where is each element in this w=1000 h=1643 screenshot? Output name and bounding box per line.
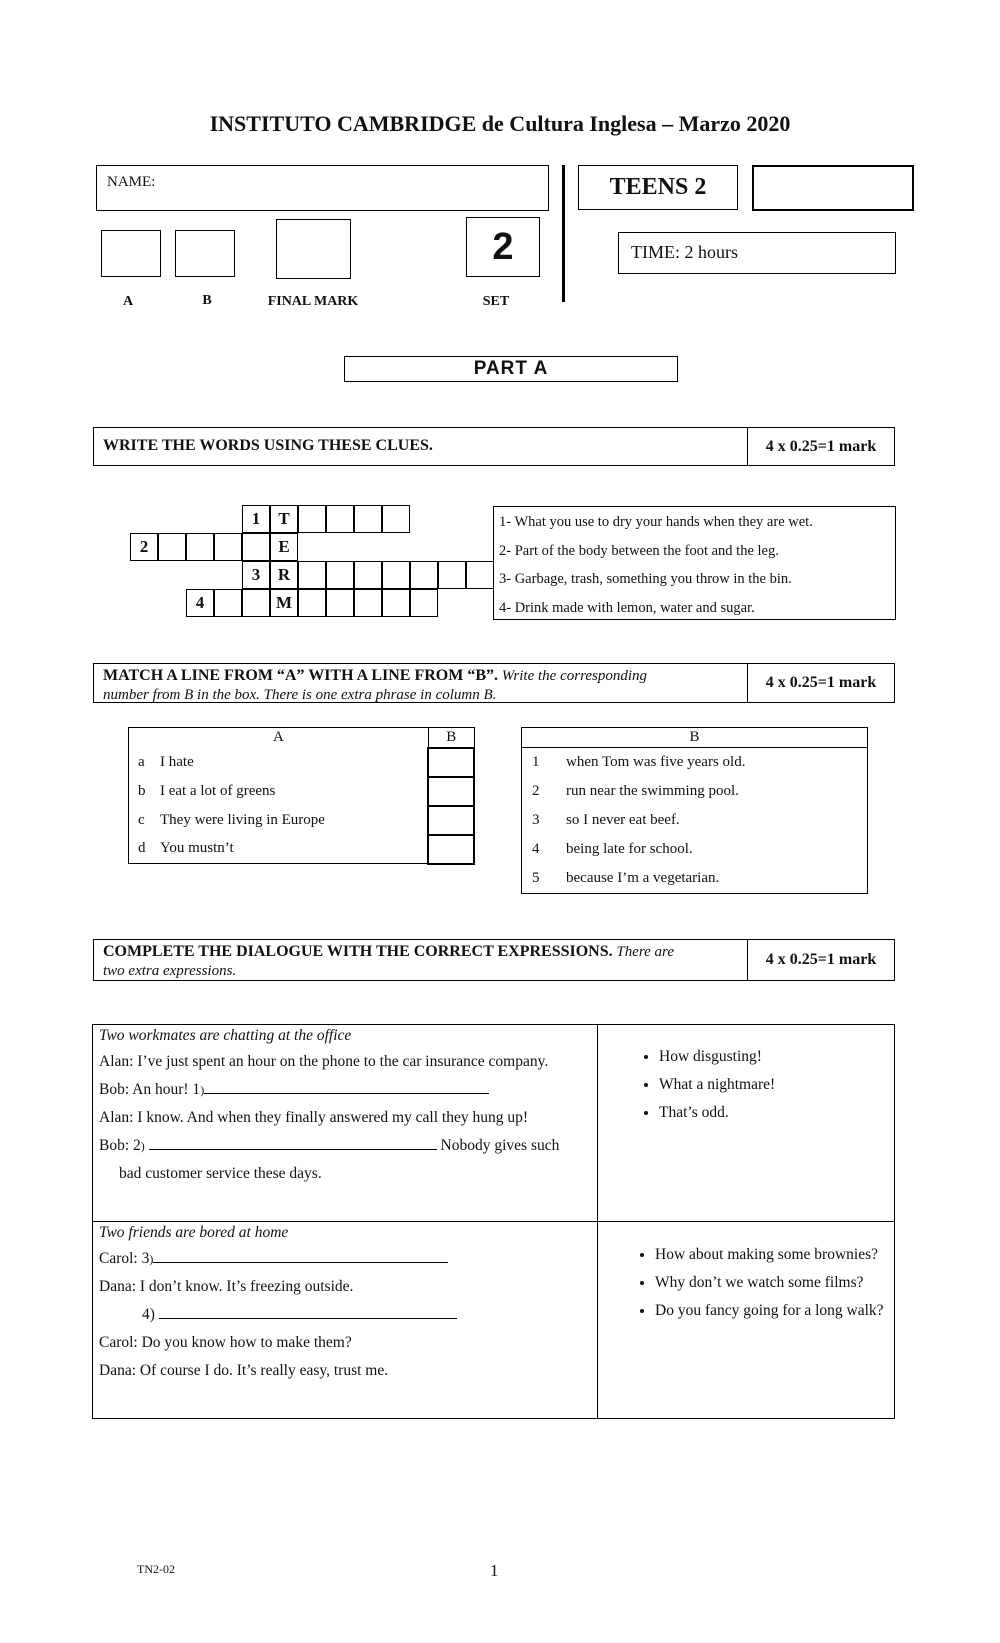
col-b-text: when Tom was five years old. [566,753,746,770]
answer-box[interactable] [428,835,474,864]
crossword-cell[interactable] [214,589,242,617]
crossword-cell[interactable] [242,589,270,617]
answer-box[interactable] [428,806,474,835]
col-b-answer-header: B [428,728,474,748]
dialogue2-line3: 4) [99,1301,457,1329]
dialogue1 [99,1024,559,1188]
section2-instruction-italic-2: number from B in the box. There is one extra phrase in column B. [103,687,497,703]
crossword-cell[interactable] [354,505,382,533]
answer-blank-3[interactable] [153,1250,448,1263]
clues-box [493,506,896,620]
dialogue1-line1: Alan: I’ve just spent an hour on the phone to the car insurance company. [99,1053,549,1070]
part-a-heading: PART A [344,356,678,382]
col-a-text: You mustn’t [160,840,234,857]
name-field[interactable] [96,165,549,211]
header-divider [562,165,565,302]
col-a-key: d [138,840,146,857]
crossword-cell[interactable] [214,533,242,561]
crossword-cell[interactable] [354,561,382,589]
col-a-key: b [138,782,146,799]
col-b-text: being late for school. [566,840,693,857]
answer-blank-4[interactable] [159,1306,457,1319]
dialogue2 [99,1221,457,1385]
crossword-letter-e: E [270,533,298,561]
section3-instruction-italic-1: There are [616,944,674,960]
crossword-cell[interactable] [382,561,410,589]
col-b-key: 2 [532,782,540,799]
crossword-cell[interactable] [298,589,326,617]
answer-box[interactable] [428,777,474,806]
crossword-letter-t: T [270,505,298,533]
dialogue2-line2: Dana: I don’t know. It’s freezing outside. [99,1278,354,1295]
section2-mark: 4 x 0.25=1 mark [747,664,894,702]
dialogue1-context: Two workmates are chatting at the office [99,1027,352,1044]
section2-header [93,663,895,703]
crossword-cell[interactable] [326,589,354,617]
col-b-key: 5 [532,869,540,886]
page-title: INSTITUTO CAMBRIDGE de Cultura Inglesa – Marzo 2020 [209,111,791,136]
col-b-header: B [522,728,868,748]
time-box: TIME: 2 hours [618,232,896,274]
score-box-a[interactable] [101,230,161,277]
answer-box[interactable] [428,748,474,777]
footer-code: TN2-02 [137,1562,175,1576]
score-box-b[interactable] [175,230,235,277]
crossword-cell[interactable] [186,533,214,561]
label-b: B [202,293,212,308]
option: • Do you fancy going for a long walk? [655,1297,885,1325]
crossword-number-3: 3 [242,561,270,589]
dialogue1-options [611,1043,775,1127]
crossword-cell[interactable] [466,561,494,589]
dialogue1-line2: Bob: An hour! 1) [99,1076,559,1104]
page-number: 1 [490,1561,499,1580]
dialogue2-line4: Carol: Do you know how to make them? [99,1334,352,1351]
crossword-cell[interactable] [382,589,410,617]
col-a-key: a [138,753,145,770]
answer-blank-1[interactable] [204,1081,489,1094]
col-b-key: 1 [532,753,540,770]
crossword-number-2: 2 [130,533,158,561]
clue-2: 2- Part of the body between the foot and the leg. [499,542,779,559]
dialogue1-line5: bad customer service these days. [119,1165,322,1182]
dialogue1-line4: Bob: 2) Nobody gives such [99,1137,560,1154]
clue-4: 4- Drink made with lemon, water and sugar. [499,599,755,616]
col-b-key: 4 [532,840,540,857]
crossword-cell[interactable] [410,589,438,617]
clue-3: 3- Garbage, trash, something you throw in the bin. [499,571,792,587]
col-b-text: so I never eat beef. [566,811,680,828]
crossword-cell[interactable] [326,505,354,533]
crossword-cell[interactable] [410,561,438,589]
match-table-b [521,727,868,894]
dialogue-table [92,1024,895,1419]
crossword-letter-m: M [270,589,298,617]
col-a-key: c [138,811,145,828]
crossword-cell[interactable] [158,533,186,561]
section3-header [93,939,895,981]
clue-1: 1- What you use to dry your hands when they are wet. [499,514,813,530]
col-a-text: They were living in Europe [160,811,325,828]
crossword-cell[interactable] [298,561,326,589]
option: • How disgusting! [659,1043,775,1071]
col-a-text: I eat a lot of greens [160,782,276,799]
name-label: NAME: [107,174,156,190]
crossword-cell[interactable] [438,561,466,589]
set-value: 2 [466,217,540,277]
section2-instruction-bold: MATCH A LINE FROM “A” WITH A LINE FROM “B”. [103,667,498,684]
col-b-text: because I’m a vegetarian. [566,869,720,886]
option: • How about making some brownies? [655,1241,885,1269]
dialogue1-line3: Alan: I know. And when they finally answered my call they hung up! [99,1109,529,1126]
level-empty-box[interactable] [752,165,914,211]
crossword-cell[interactable] [242,533,270,561]
col-b-key: 3 [532,811,540,828]
dialogue2-line5: Dana: Of course I do. It’s really easy, trust me. [99,1362,389,1379]
level-badge: TEENS 2 [578,165,738,210]
section2-instruction-italic-1: Write the corresponding [501,668,648,684]
section3-instruction-italic-2: two extra expressions. [103,963,237,979]
crossword-number-1: 1 [242,505,270,533]
option: • That’s odd. [659,1099,775,1127]
section1-instruction: WRITE THE WORDS USING THESE CLUES. [103,437,433,454]
crossword-cell[interactable] [326,561,354,589]
crossword-cell[interactable] [382,505,410,533]
col-b-text: run near the swimming pool. [566,782,739,799]
label-set: SET [482,294,510,309]
answer-blank-2[interactable] [149,1137,437,1150]
label-a: A [122,294,134,309]
crossword-cell[interactable] [298,505,326,533]
crossword-cell[interactable] [354,589,382,617]
option: • What a nightmare! [659,1071,775,1099]
option: • Why don’t we watch some films? [655,1269,885,1297]
label-final-mark: FINAL MARK [267,294,359,309]
crossword-number-4: 4 [186,589,214,617]
match-table-a [128,727,475,865]
section3-mark: 4 x 0.25=1 mark [747,940,894,980]
dialogue2-options [611,1241,885,1325]
final-mark-box[interactable] [276,219,351,279]
col-a-text: I hate [160,753,194,770]
crossword-letter-r: R [270,561,298,589]
dialogue2-line1: Carol: 3) [99,1245,457,1273]
section1-header [93,427,895,466]
section3-instruction-bold: COMPLETE THE DIALOGUE WITH THE CORRECT EXPRESSIONS. [103,943,613,960]
section1-mark: 4 x 0.25=1 mark [747,428,894,465]
col-a-header: A [129,728,429,748]
dialogue2-context: Two friends are bored at home [99,1224,289,1241]
